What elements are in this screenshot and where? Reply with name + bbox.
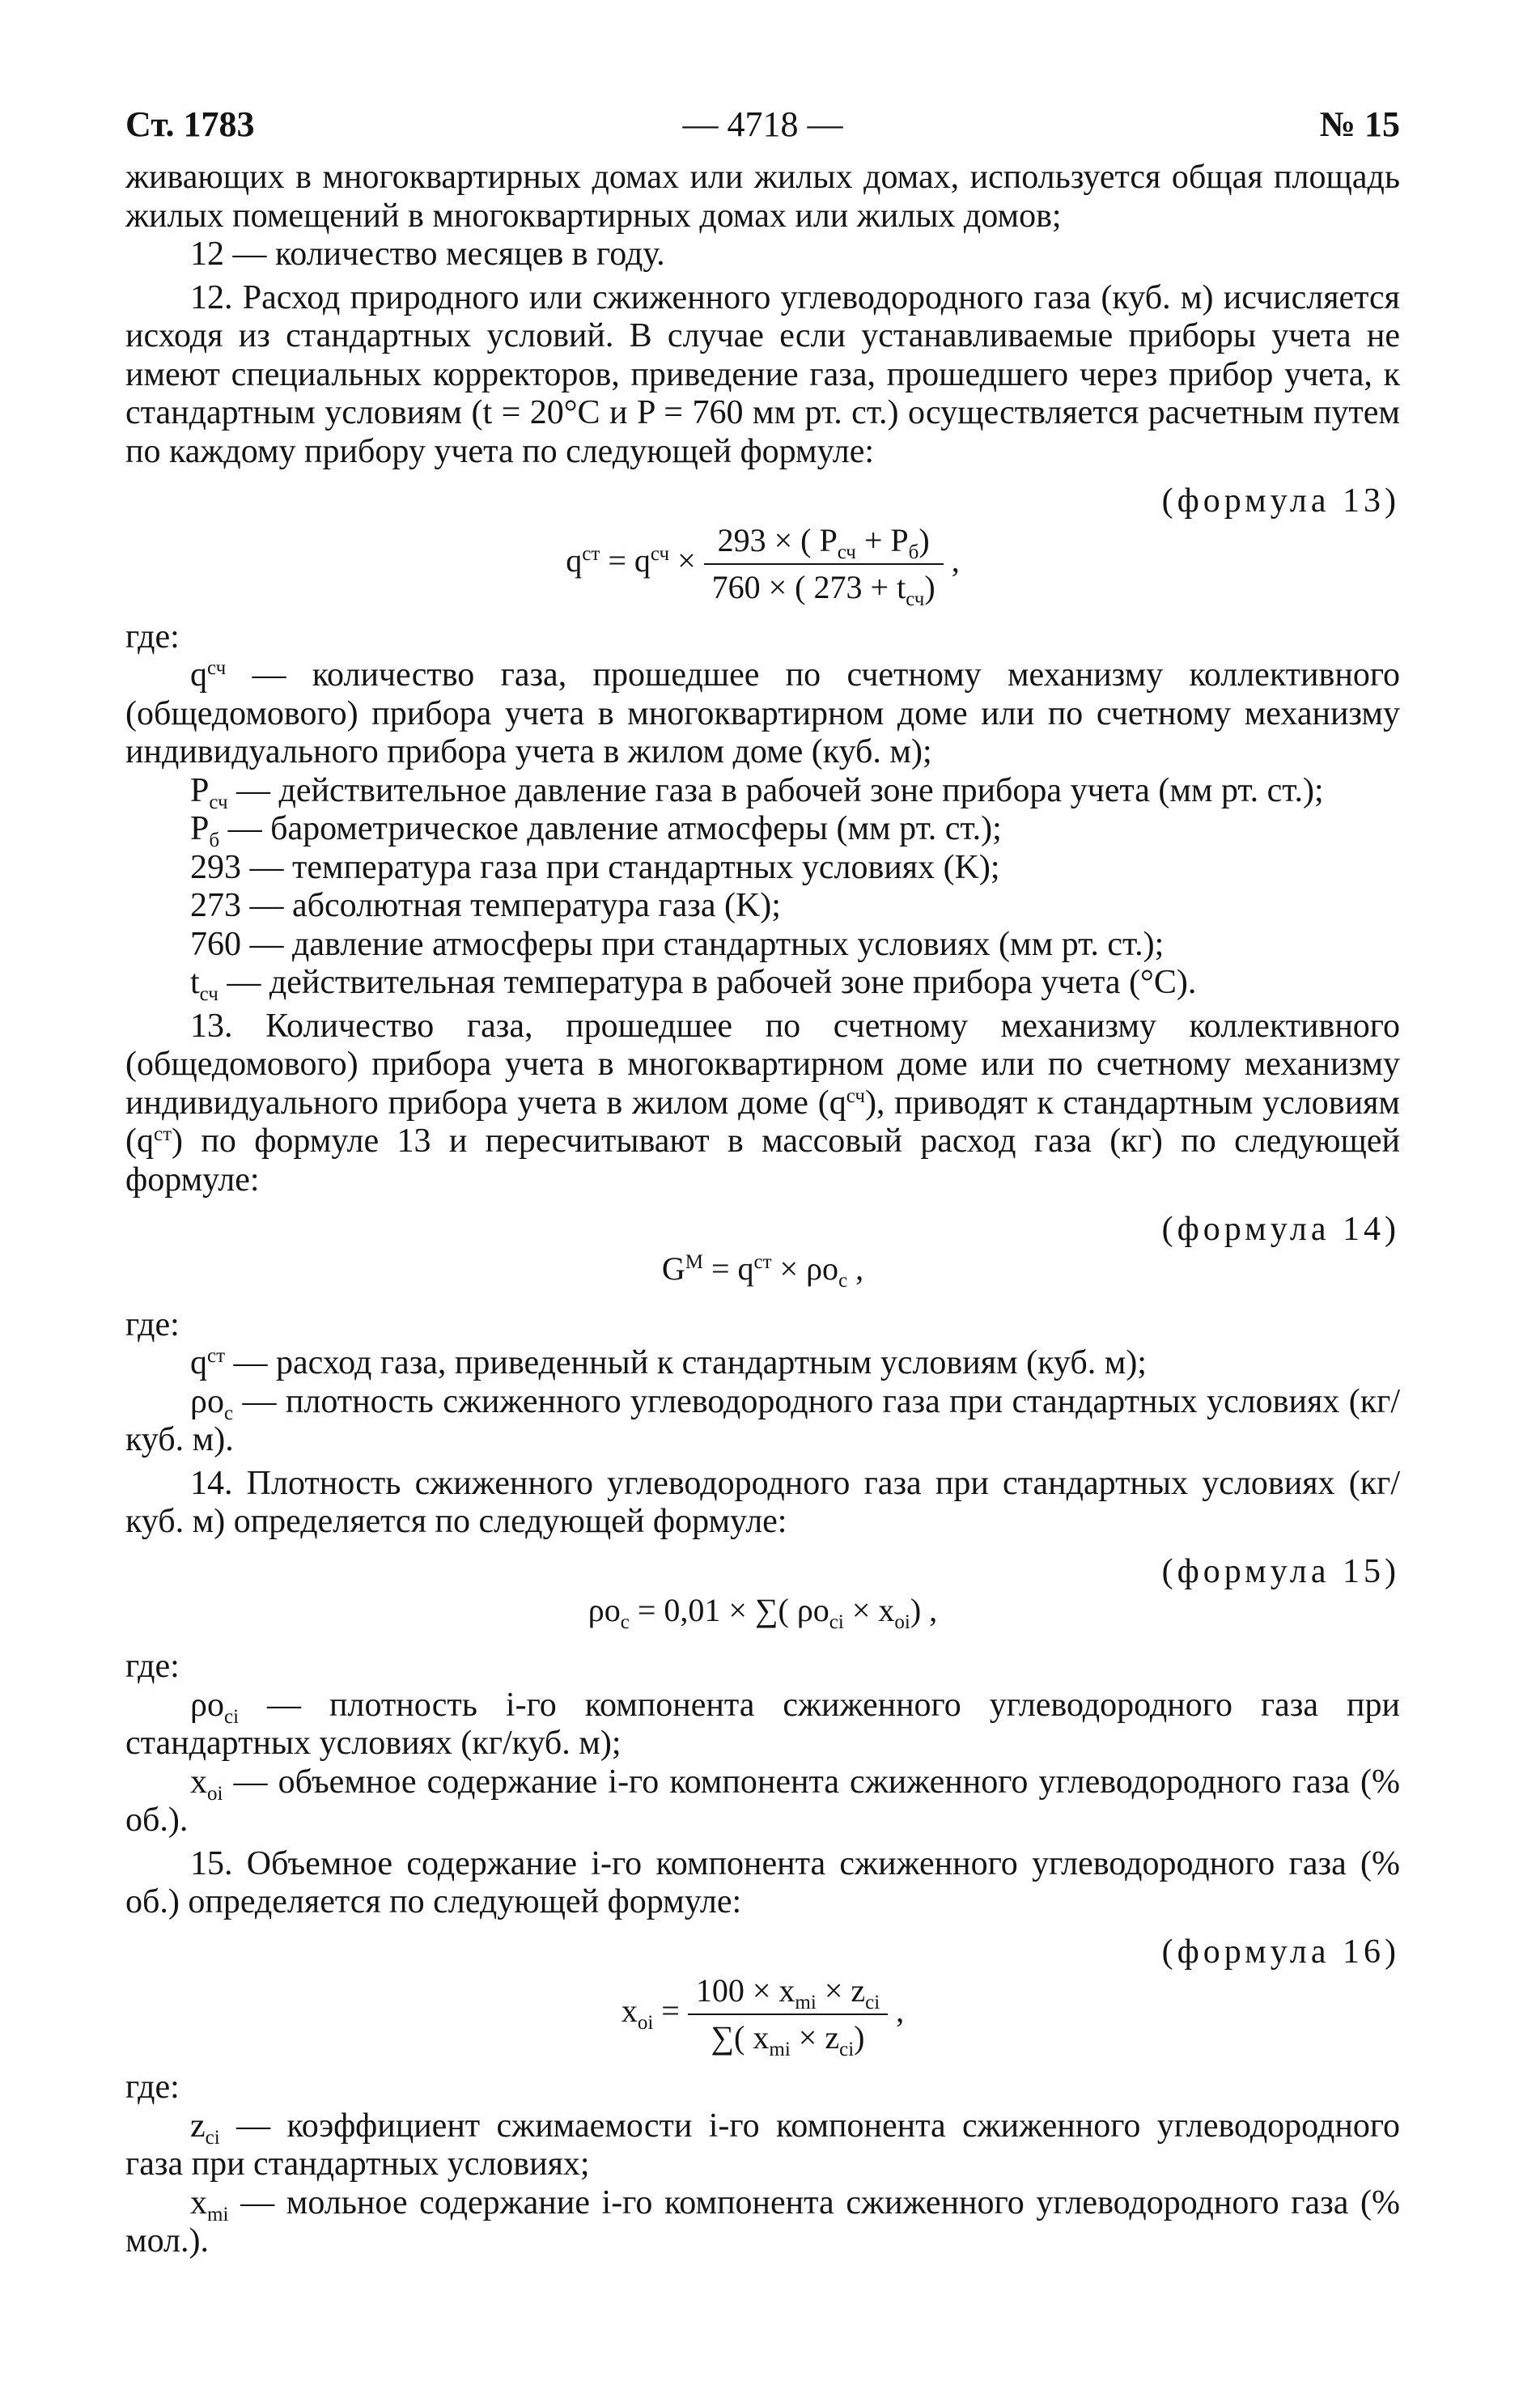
- definition: [125, 1344, 1400, 1383]
- formula-subscript: mi: [795, 1992, 817, 2013]
- formula-subscript: oi: [894, 1611, 910, 1633]
- formula-text: ): [924, 568, 935, 605]
- definition: [125, 964, 1400, 1003]
- formula-symbol: G: [661, 1250, 685, 1287]
- paragraph-13: [125, 1008, 1400, 1200]
- formula-superscript: ст: [753, 1250, 772, 1273]
- formula-text: ×: [669, 541, 696, 579]
- symbol: x: [190, 2183, 207, 2221]
- formula-superscript: ст: [582, 542, 600, 565]
- definition-text: — плотность сжиженного углеводородного газа при стандартных условиях (кг/куб. м).: [125, 1382, 1400, 1458]
- symbol: P: [190, 771, 210, 809]
- formula-14-label: (формула 14): [1161, 1211, 1400, 1248]
- formula-16-fraction: [688, 1971, 888, 2060]
- symbol: ρo: [190, 1382, 224, 1420]
- symbol: q: [190, 1344, 207, 1381]
- formula-text: ) ,: [910, 1592, 938, 1628]
- formula-13-label: (формула 13): [1161, 482, 1400, 520]
- symbol: P: [190, 810, 210, 847]
- definition: [125, 1383, 1400, 1460]
- formula-text: ,: [943, 541, 960, 579]
- paragraph: 12 — количество месяцев в году.: [190, 236, 665, 273]
- subscript: ci: [205, 2126, 220, 2149]
- formula-text: ,: [847, 1250, 864, 1287]
- paragraph-text: ), приводят к стандартным условиям (q: [125, 1084, 1400, 1160]
- formula-subscript: ci: [839, 2039, 855, 2060]
- definition: [125, 810, 1400, 849]
- formula-text: ,: [888, 1992, 905, 2030]
- definition-text: — барометрическое давление атмосферы (мм рт. ст.);: [219, 810, 1002, 847]
- paragraph-text: 13. Количество газа, прошедшее по счетному механизму коллективного (общедомового) прибора учета в многоквартирном доме или по счетному механизму индивидуального прибора учета в жилом доме (q: [125, 1007, 1400, 1122]
- superscript: ст: [154, 1123, 172, 1145]
- formula-16-label: (формула 16): [1161, 1933, 1400, 1971]
- superscript: сч: [846, 1084, 865, 1107]
- formula-text: × z: [816, 1972, 866, 2009]
- formula-symbol: x: [621, 1992, 638, 2030]
- page-header: [125, 104, 1400, 152]
- formula-text: =: [653, 1992, 688, 2030]
- definition: [125, 772, 1400, 811]
- symbol: q: [190, 656, 207, 694]
- formula-subscript: oi: [637, 2012, 654, 2035]
- subscript: с: [223, 1402, 234, 1424]
- where-label: где:: [125, 617, 180, 656]
- formula-text: = 0,01 × ∑( ρo: [629, 1592, 829, 1628]
- formula-text: × x: [843, 1592, 895, 1628]
- superscript: ст: [207, 1345, 226, 1367]
- formula-13-fraction: [704, 521, 944, 610]
- definition: [125, 1763, 1400, 1840]
- page-number: — 4718 —: [682, 104, 843, 144]
- definition-text: — количество газа, прошедшее по счетному механизму коллективного (общедомового) прибора учета в многоквартирном доме или по счетному механизму индивидуального прибора учета в жилом доме (куб. м);: [125, 656, 1400, 770]
- formula-superscript: М: [685, 1250, 703, 1273]
- paragraph-12: 12. Расход природного или сжиженного углеводородного газа (куб. м) исчисляется исходя из стандартных условий. В случае если устанавливаемые приборы учета не имеют специальных корректоров, приведение газа, прошедшего через прибор учета, к стандартным условиям (t = 20°C и P = 760 мм рт. ст.) осуществляется расчетным путем по каждому прибору учета по следующей формуле:: [125, 278, 1400, 470]
- subscript: сч: [199, 983, 218, 1005]
- subscript: ci: [223, 1705, 240, 1728]
- definition-text: — действительное давление газа в рабочей зоне прибора учета (мм рт. ст.);: [227, 771, 1324, 809]
- definition-text: — действительная температура в рабочей зоне прибора учета (°C).: [218, 964, 1197, 1001]
- formula-symbol: q: [566, 541, 583, 579]
- formula-text: ): [918, 521, 930, 558]
- formula-symbol: ρo: [588, 1592, 621, 1628]
- subscript: oi: [207, 1782, 223, 1805]
- subscript: сч: [209, 791, 228, 813]
- formula-text: 760 × ( 273 + t: [711, 568, 906, 605]
- definition-text: — объемное содержание i-го компонента сжиженного углеводородного газа (% об.).: [125, 1763, 1400, 1839]
- definition: 273 — абсолютная температура газа (K);: [190, 887, 781, 924]
- formula-text: ∑( x: [711, 2019, 770, 2056]
- definition: 293 — температура газа при стандартных условиях (K);: [190, 848, 1000, 886]
- formula-13: [125, 521, 1400, 618]
- formula-text: × z: [790, 2019, 840, 2056]
- symbol: z: [190, 2107, 206, 2145]
- paragraph-15: 15. Объемное содержание i-го компонента сжиженного углеводородного газа (% об.) определяется по следующей формуле:: [125, 1844, 1400, 1920]
- formula-subscript: ci: [865, 1992, 880, 2013]
- formula-16: [125, 1971, 1400, 2069]
- where-label: где:: [125, 1648, 180, 1685]
- formula-text: = q: [600, 541, 651, 579]
- formula-subscript: с: [620, 1611, 630, 1633]
- formula-15: [125, 1591, 1400, 1648]
- formula-text: × ρo: [771, 1250, 839, 1287]
- formula-subscript: с: [838, 1269, 848, 1292]
- definition: 760 — давление атмосферы при стандартных условиях (мм рт. ст.);: [190, 925, 1165, 963]
- formula-subscript: ci: [829, 1611, 844, 1633]
- formula-subscript: б: [908, 541, 919, 563]
- formula-subscript: mi: [769, 2039, 791, 2060]
- formula-superscript: сч: [650, 542, 670, 565]
- document-body: [125, 159, 1400, 2261]
- definition: [125, 656, 1400, 772]
- formula-text: 293 × ( P: [717, 521, 838, 558]
- definition-text: — коэффициент сжимаемости i-го компонента сжиженного углеводородного газа при стандартных условиях;: [125, 2107, 1400, 2183]
- superscript: сч: [207, 657, 227, 679]
- definition: [125, 1687, 1400, 1763]
- symbol: t: [190, 964, 200, 1001]
- paragraph: живающих в многоквартирных домах или жилых домах, используется общая площадь жилых помещений в многоквартирных домах или жилых домов;: [125, 159, 1400, 235]
- paragraph-text: ) по формуле 13 и пересчитывают в массовый расход газа (кг) по следующей формуле:: [125, 1122, 1400, 1199]
- formula-text: ): [854, 2019, 865, 2056]
- definition: [125, 2107, 1400, 2184]
- definition: [125, 2184, 1400, 2261]
- formula-text: = q: [702, 1250, 754, 1287]
- issue-number: № 15: [1319, 104, 1400, 144]
- subscript: mi: [207, 2203, 229, 2226]
- symbol: x: [190, 1763, 207, 1801]
- symbol: ρo: [190, 1686, 224, 1724]
- where-label: где:: [125, 1305, 180, 1343]
- formula-15-label: (формула 15): [1161, 1552, 1400, 1590]
- definition-text: — плотность i-го компонента сжиженного углеводородного газа при стандартных условиях (кг/куб. м);: [125, 1686, 1400, 1762]
- formula-14: [125, 1250, 1400, 1306]
- subscript: б: [209, 830, 220, 851]
- definition-text: — расход газа, приведенный к стандартным условиям (куб. м);: [225, 1344, 1147, 1381]
- where-label: где:: [125, 2069, 180, 2106]
- formula-text: 100 × x: [695, 1972, 795, 2009]
- formula-text: + P: [855, 521, 909, 558]
- paragraph-14: 14. Плотность сжиженного углеводородного газа при стандартных условиях (кг/куб. м) определяется по следующей формуле:: [125, 1464, 1400, 1540]
- formula-subscript: сч: [837, 541, 856, 563]
- definition-text: — мольное содержание i-го компонента сжиженного углеводородного газа (% мол.).: [125, 2183, 1400, 2260]
- formula-subscript: сч: [906, 588, 925, 610]
- article-number: Ст. 1783: [125, 104, 255, 144]
